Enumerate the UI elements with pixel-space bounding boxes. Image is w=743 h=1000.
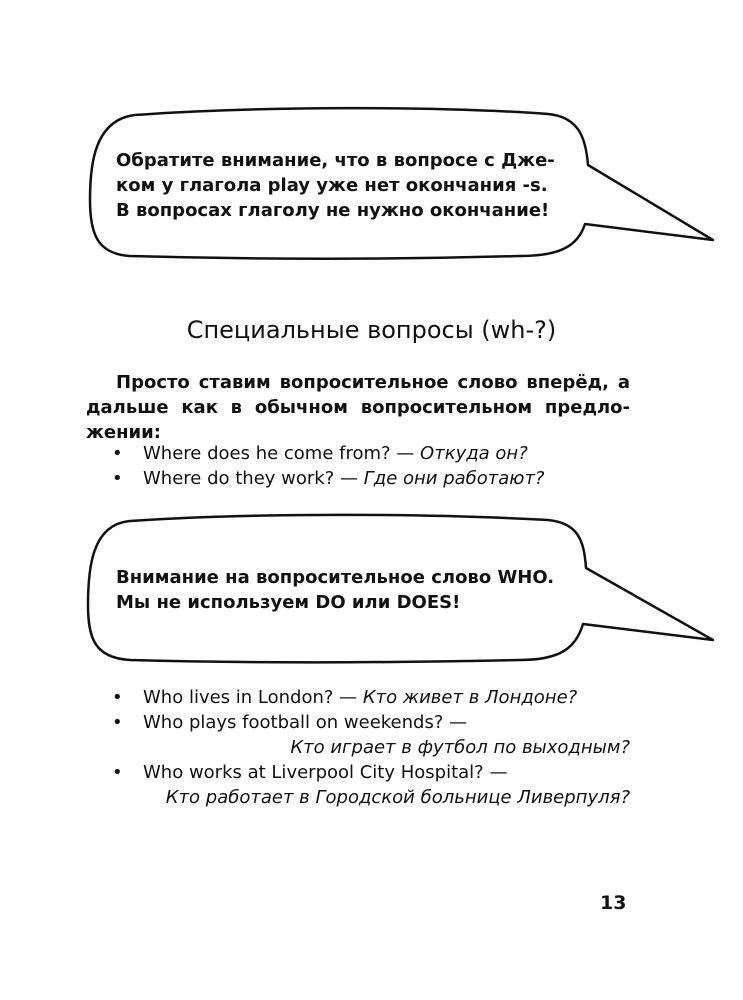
example-ru: Где они работают? — [363, 468, 545, 489]
example-ru: Кто играет в футбол по выходным? — [290, 737, 630, 758]
note-1-line: ком у глагола play уже нет окончания -s. — [116, 175, 548, 196]
bullet-icon: • — [112, 762, 123, 783]
example-ru: Кто работает в Городской больнице Ливерпуля? — [165, 787, 630, 808]
example-en: Who plays football on weekends? — — [143, 712, 468, 733]
bullet-icon: • — [112, 712, 123, 733]
list-item — [112, 760, 672, 810]
note-1-line: Обратите внимание, что в вопросе с Дже- — [116, 150, 555, 171]
note-2-line: Внимание на вопросительное слово WHO. — [116, 567, 555, 588]
who-examples-list — [112, 685, 672, 810]
list-item — [112, 685, 672, 710]
example-ru: Откуда он? — [420, 443, 528, 464]
note-2-text — [116, 565, 561, 615]
section-intro: Просто ставим вопросительное слово вперёд, а дальше как в обычном вопросительном предло-жении: — [86, 372, 630, 443]
note-1-line: В вопросах глаголу не нужно окончание! — [116, 200, 550, 221]
example-en: Who works at Liverpool City Hospital? — — [143, 762, 508, 783]
bullet-icon: • — [112, 468, 123, 489]
section-heading: Специальные вопросы (wh-?) — [186, 315, 557, 344]
bullet-icon: • — [112, 443, 123, 464]
bullet-icon: • — [112, 687, 123, 708]
page-number: 13 — [600, 892, 627, 914]
example-ru: Кто живет в Лондоне? — [362, 687, 578, 708]
example-en: Where does he come from? — — [143, 443, 415, 464]
example-en: Who lives in London? — — [143, 687, 358, 708]
example-en: Where do they work? — — [143, 468, 358, 489]
note-2-line: Мы не используем DO или DOES! — [116, 592, 461, 613]
list-item — [112, 710, 672, 760]
